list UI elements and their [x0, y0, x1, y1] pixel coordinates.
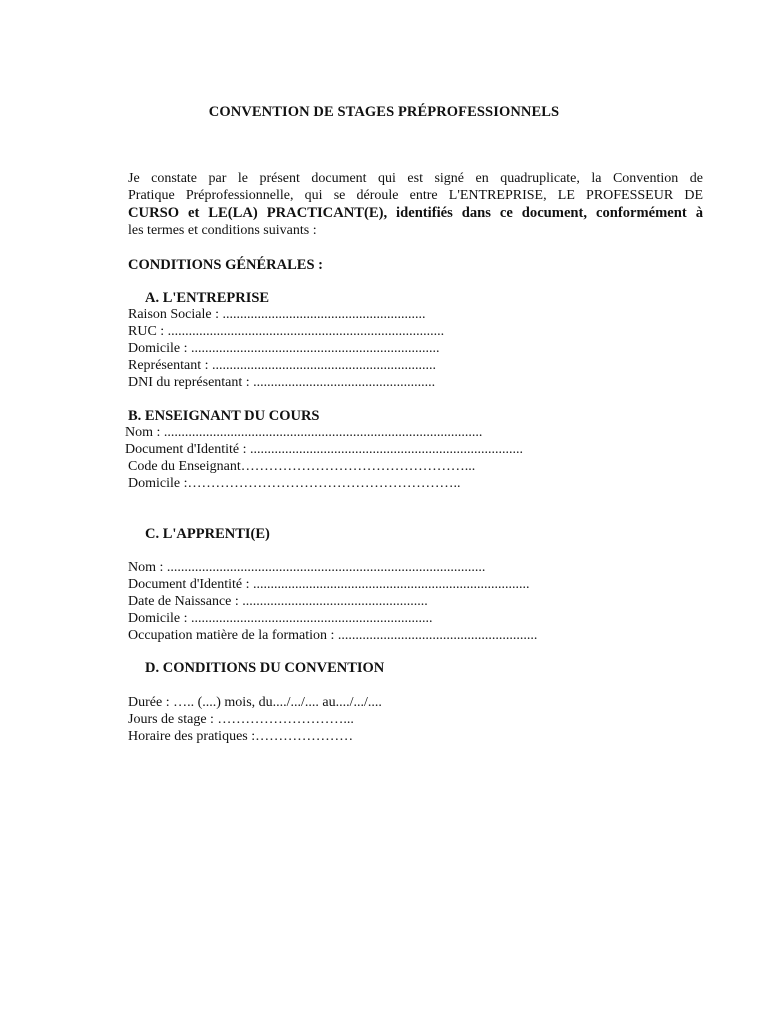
section-a-heading: A. L'ENTREPRISE [145, 290, 270, 306]
raison-sociale-field: Raison Sociale : .......................................................... [128, 307, 426, 322]
general-conditions-heading: CONDITIONS GÉNÉRALES : [128, 257, 323, 273]
intro-paragraph [128, 170, 703, 240]
entreprise-domicile-field: Domicile : ....................................................................... [128, 341, 440, 356]
intro-line-2: Pratique Préprofessionnelle, qui se déroule entre L'ENTREPRISE, LE PROFESSEUR DE [128, 188, 703, 204]
intro-line-3: CURSO et LE(LA) PRACTICANT(E), identifiés dans ce document, conformément à [128, 204, 703, 221]
section-d-heading: D. CONDITIONS DU CONVENTION [145, 660, 385, 676]
representant-field: Représentant : ................................................................ [128, 358, 436, 373]
occupation-formation-field: Occupation matière de la formation : ......................................................... [128, 628, 538, 643]
intro-line-4: les termes et conditions suivants : [128, 223, 317, 239]
apprenti-nom-field: Nom : ........................................................................................... [128, 560, 486, 575]
document-title: CONVENTION DE STAGES PRÉPROFESSIONNELS [208, 104, 560, 120]
enseignant-nom-field: Nom : ........................................................................................... [125, 425, 483, 440]
enseignant-document-identite-field: Document d'Identité : .............................................................................. [125, 442, 523, 457]
section-c-heading: C. L'APPRENTI(E) [145, 526, 270, 542]
date-naissance-field: Date de Naissance : ..................................................... [128, 594, 428, 609]
duree-field: Durée : ….. (....) mois, du..../.../.... au..../.../.... [128, 695, 382, 710]
horaire-pratiques-field: Horaire des pratiques :………………… [128, 729, 354, 744]
intro-line-1: Je constate par le présent document qui est signé en quadruplicate, la Convention de [128, 171, 703, 186]
enseignant-domicile-field: Domicile :………………………………………………….. [128, 476, 461, 491]
jours-stage-field: Jours de stage : ………………………... [128, 712, 354, 727]
dni-representant-field: DNI du représentant : .................................................... [128, 375, 436, 390]
apprenti-document-identite-field: Document d'Identité : ............................................................................... [128, 577, 530, 592]
section-b-heading: B. ENSEIGNANT DU COURS [128, 408, 320, 424]
apprenti-domicile-field: Domicile : ..................................................................... [128, 611, 433, 626]
code-enseignant-field: Code du Enseignant…………………………………………... [128, 459, 476, 474]
ruc-field: RUC : ............................................................................... [128, 324, 445, 339]
